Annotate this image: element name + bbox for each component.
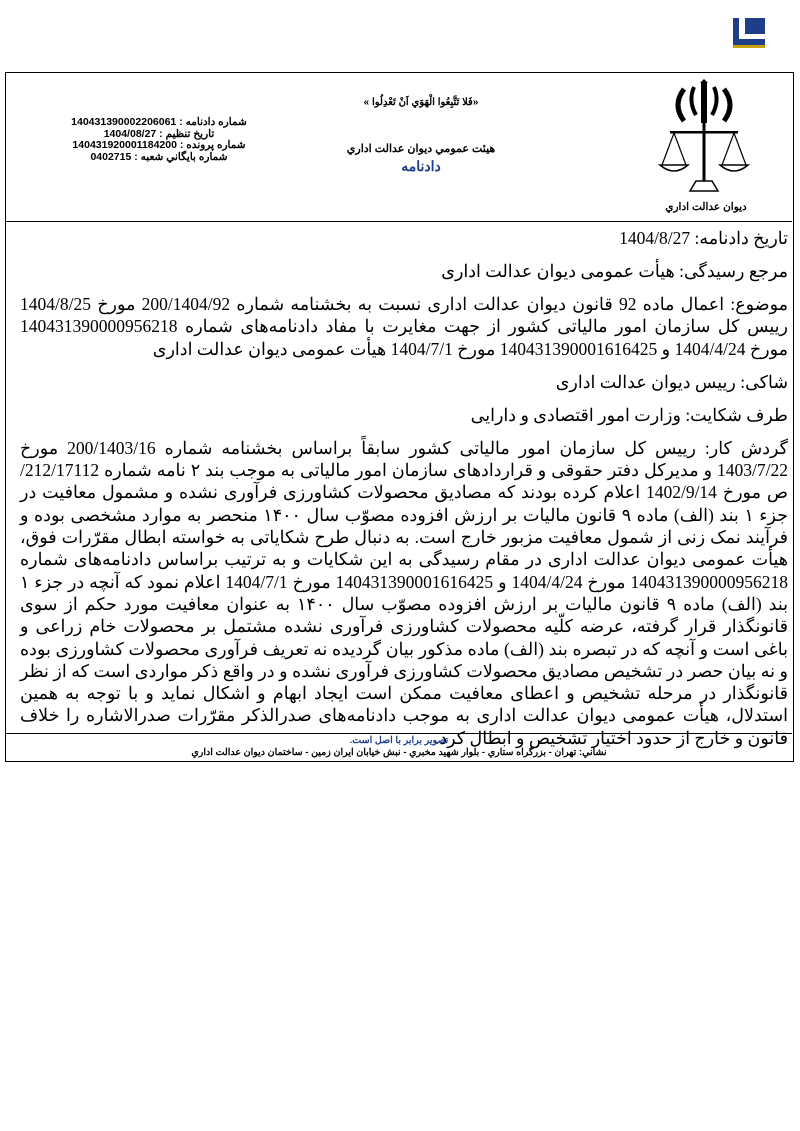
document-header xyxy=(6,73,792,222)
complainant: شاکی: رییس دیوان عدالت اداری xyxy=(555,371,788,392)
issue-date: تاريخ تنظيم : 1404/08/27 xyxy=(103,127,215,140)
emblem-caption: ديوان عدالت اداري xyxy=(665,201,747,213)
header-title-block xyxy=(346,97,496,175)
subject-paragraph: موضوع: اعمال ماده 92 قانون دیوان عدالت اداری نسبت به بخشنامه شماره 200/1404/92 مورخ 1404/8/25 رییس کل سازمان امور مالیاتی کشور از جهت مغایرت با مفاد دادنامه‌های شماره 140431390000956218 مورخ 1404/4/24 و 140431390001616425 مورخ 1404/7/1 هیأت عمومی دیوان عدالت اداری xyxy=(20,294,788,359)
archive-number: شماره بايگاني شعبه : 0402715 xyxy=(90,150,228,163)
document-footer xyxy=(6,733,792,758)
iran-emblem-scales-icon xyxy=(656,79,752,197)
quran-verse: «فَلا تَتَّبِعُوا الْهَوَي اَنْ تَعْدِلُوا » xyxy=(363,97,479,108)
verdict-date: تاریخ دادنامه: 1404/8/27 xyxy=(619,228,788,248)
proceedings-paragraph: گردش کار: رییس کل سازمان امور مالیاتی کشور سابقاً براساس بخشنامه شماره 200/1403/16 مورخ 1403/7/22 و مدیرکل دفتر حقوقی و قراردادهای سازمان امور مالیاتی به موجب بند ۲ نامه شماره 212/17112/ص مورخ 1402/9/14 اعلام کرده بودند که مصادیق محصولات کشاورزی فرآوری نشده و مشمول معافیت در جزء ۱ بند (الف) ماده ۹ قانون مالیات بر ارزش افزوده مصوّب سال ۱۴۰۰ منحصر به موارد مشخصی بوده و فرآیند نمک زنی از شمول معافیت مزبور خارج است. به دنبال طرح شکایاتی به خواسته ابطال مقرّرات فوق، هیأت عمومی دیوان عدالت اداری در مقام رسیدگی به این شکایات و به ترتیب براساس دادنامه‌های شماره 140431390000956218 مورخ 1404/4/24 و 140431390001616425 مورخ 1404/7/1 اعلام نمود که آنچه در جزء ۱ بند (الف) ماده ۹ قانون مالیات بر ارزش افزوده مصوّب سال ۱۴۰۰ به عنوان معافیت مورد حکم از سوی قانونگذار قرار گرفته، عرضه کلّیه محصولات کشاورزی فرآوری نشده مشتمل بر محصولات خام زراعی و باغی است و آنچه که در تبصره بند (الف) ماده مذکور بیان گردیده نه تعریف فرآوری محصولات کشاورزی بوده و نه بیان حصر در تشخیص مصادیق محصولات کشاورزی فرآوری نشده و در واقع ذکر مواردی است که از نظر قانونگذار در مرحله تشخیص و اعطای معافیت ممکن است ایجاد ابهام و اشکال نماید و با توجه به همین استدلال، هیأت عمومی دیوان عدالت اداری به موجب دادنامه‌های صدرالذکر مقرّرات صدرالاشاره را خلاف قانون و خارج از حدود اختیار تشخیص و ابطال کرد. xyxy=(20,437,788,748)
address-line: نشاني: تهران - بزرگراه ستاري - بلوار شهيد مخبري - نبش خيابان ايران زمين - ساختمان ديوان عدالت اداري xyxy=(191,747,607,758)
verdict-content xyxy=(20,227,788,760)
review-authority: مرجع رسیدگی: هیأت عمومی دیوان عدالت اداری xyxy=(441,261,788,281)
brand-logo-icon xyxy=(731,14,767,50)
certified-copy-note: تصوير برابر با اصل است. xyxy=(349,735,449,746)
document-title: دادنامه xyxy=(401,158,441,174)
case-number: شماره پرونده : 140431920001184200 xyxy=(72,139,246,151)
defendant: طرف شکایت: وزارت امور اقتصادی و دارایی xyxy=(470,404,788,425)
board-title: هيئت عمومي ديوان عدالت اداري xyxy=(346,143,496,155)
document-frame xyxy=(5,72,794,762)
case-info-block xyxy=(54,117,264,163)
file-number: شماره دادنامه : 140431390002206061 xyxy=(71,116,247,128)
